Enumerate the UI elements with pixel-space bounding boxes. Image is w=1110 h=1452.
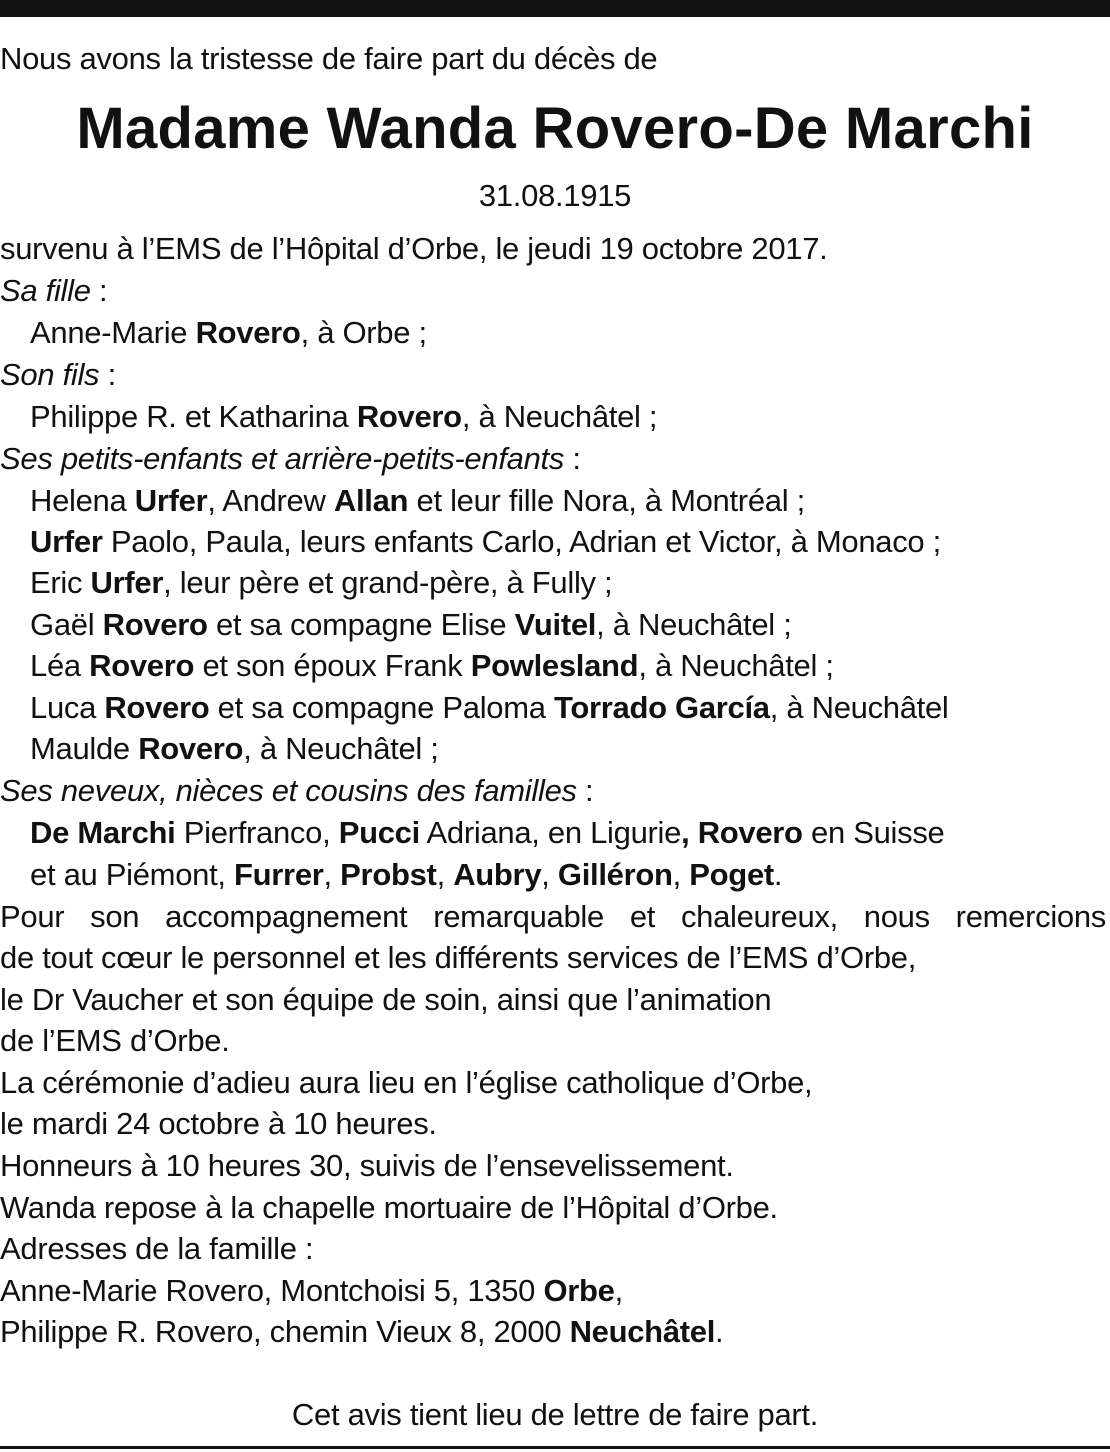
son-colon: : bbox=[99, 357, 116, 392]
surname: Torrado García bbox=[554, 690, 770, 725]
punctuation: . bbox=[715, 1314, 724, 1349]
grandchildren-line-1 bbox=[30, 480, 1110, 522]
grandchildren-line-7 bbox=[30, 728, 1110, 770]
footer-note: Cet avis tient lieu de lettre de faire part. bbox=[291, 1397, 819, 1432]
grandchildren-line-4 bbox=[30, 604, 1110, 646]
thanks-line-1: Pour son accompagnement remarquable et chaleureux, nous remercions bbox=[0, 899, 1106, 934]
daughter-colon: : bbox=[90, 273, 108, 308]
daughter-label bbox=[0, 270, 1110, 312]
bottom-rule bbox=[0, 1446, 1110, 1449]
ceremony-line-3: Honneurs à 10 heures 30, suivis de l’ensevelissement. bbox=[0, 1148, 734, 1183]
son-label bbox=[0, 354, 1110, 396]
son-label-text: Son fils bbox=[0, 357, 100, 392]
surname: Rovero bbox=[356, 399, 462, 434]
surname: Rovero bbox=[102, 607, 208, 642]
death-line: survenu à l’EMS de l’Hôpital d’Orbe, le jeudi 19 octobre 2017. bbox=[0, 231, 828, 266]
grandchildren-line-5 bbox=[30, 645, 1110, 687]
address-text: Anne-Marie Rovero, Montchoisi 5, 1350 bbox=[0, 1273, 544, 1308]
text: en Suisse bbox=[802, 815, 945, 850]
surname: De Marchi bbox=[30, 815, 176, 850]
deceased-name: Madame Wanda Rovero-De Marchi bbox=[76, 96, 1034, 161]
surname: Urfer bbox=[30, 524, 103, 559]
text: et au Piémont, bbox=[30, 857, 235, 892]
text: et leur fille Nora, à Montréal ; bbox=[408, 483, 805, 518]
text: et son époux Frank bbox=[194, 648, 471, 683]
addresses-label: Adresses de la famille : bbox=[0, 1231, 314, 1266]
first-name: Philippe R. et Katharina bbox=[30, 399, 357, 434]
surname: Poget bbox=[689, 857, 774, 892]
birth-date: 31.08.1915 bbox=[478, 178, 632, 213]
text: , à Neuchâtel ; bbox=[243, 731, 439, 766]
relatives-line-2 bbox=[30, 854, 1110, 896]
daughter-entry bbox=[30, 312, 1110, 354]
address-2 bbox=[0, 1311, 1110, 1353]
surname: Urfer bbox=[90, 565, 164, 600]
text: et sa compagne Elise bbox=[207, 607, 515, 642]
text: et sa compagne Paloma bbox=[209, 690, 554, 725]
ceremony-line-2: le mardi 24 octobre à 10 heures. bbox=[0, 1106, 437, 1141]
daughter-label-text: Sa fille bbox=[0, 273, 91, 308]
relatives-line-1 bbox=[30, 812, 1110, 854]
surname: Allan bbox=[333, 483, 409, 518]
text: . bbox=[773, 857, 783, 892]
surname: Vuitel bbox=[514, 607, 597, 642]
text: , bbox=[323, 857, 341, 892]
top-rule bbox=[0, 0, 1110, 17]
location: , à Orbe ; bbox=[300, 315, 427, 350]
text: , leur père et grand-père, à Fully ; bbox=[163, 565, 613, 600]
text: Maulde bbox=[30, 731, 139, 766]
thanks-line-2: de tout cœur le personnel et les différents services de l’EMS d’Orbe, bbox=[0, 940, 917, 975]
grandchildren-label bbox=[0, 438, 1110, 480]
text: Paolo, Paula, leurs enfants Carlo, Adrian et Victor, à Monaco ; bbox=[102, 524, 941, 559]
grandchildren-label-text: Ses petits-enfants et arrière-petits-enfants bbox=[0, 441, 565, 476]
text: Helena bbox=[30, 483, 135, 518]
text: , bbox=[672, 857, 690, 892]
surname: Rovero bbox=[104, 690, 210, 725]
grandchildren-colon: : bbox=[564, 441, 581, 476]
surname: Rovero bbox=[138, 731, 244, 766]
text: Léa bbox=[30, 648, 90, 683]
first-name: Anne-Marie bbox=[30, 315, 196, 350]
text: , bbox=[436, 857, 454, 892]
punctuation: , bbox=[614, 1273, 623, 1308]
grandchildren-line-3 bbox=[30, 562, 1110, 604]
text: , à Neuchâtel ; bbox=[638, 648, 834, 683]
text: , à Neuchâtel bbox=[769, 690, 949, 725]
text: , à Neuchâtel ; bbox=[596, 607, 792, 642]
surname: Rovero bbox=[89, 648, 195, 683]
surname: Probst bbox=[340, 857, 437, 892]
grandchildren-line-6 bbox=[30, 687, 1110, 729]
surname: Gilléron bbox=[557, 857, 673, 892]
relatives-label-text: Ses neveux, nièces et cousins des familles bbox=[0, 773, 577, 808]
surname: Powlesland bbox=[470, 648, 639, 683]
thanks-line-3: le Dr Vaucher et son équipe de soin, ainsi que l’animation bbox=[0, 982, 772, 1017]
text: Luca bbox=[30, 690, 105, 725]
surname: Urfer bbox=[134, 483, 208, 518]
text: , Andrew bbox=[207, 483, 334, 518]
surname: Aubry bbox=[453, 857, 542, 892]
intro-line: Nous avons la tristesse de faire part du décès de bbox=[0, 41, 658, 76]
ceremony-line-1: La cérémonie d’adieu aura lieu en l’église catholique d’Orbe, bbox=[0, 1065, 813, 1100]
address-1 bbox=[0, 1270, 1110, 1312]
grandchildren-line-2 bbox=[30, 521, 1110, 563]
address-city: Neuchâtel bbox=[569, 1314, 716, 1349]
text: Adriana, en Ligurie bbox=[419, 815, 682, 850]
ceremony-line-4: Wanda repose à la chapelle mortuaire de l’Hôpital d’Orbe. bbox=[0, 1190, 778, 1225]
address-text: Philippe R. Rovero, chemin Vieux 8, 2000 bbox=[0, 1314, 570, 1349]
relatives-colon: : bbox=[576, 773, 594, 808]
surname: Furrer bbox=[234, 857, 324, 892]
location: , à Neuchâtel ; bbox=[461, 399, 658, 434]
text: Pierfranco, bbox=[175, 815, 339, 850]
text: Eric bbox=[30, 565, 91, 600]
text: , bbox=[541, 857, 558, 892]
relatives-label bbox=[0, 770, 1110, 812]
address-city: Orbe bbox=[543, 1273, 615, 1308]
text: Gaël bbox=[30, 607, 103, 642]
thanks-line-4: de l’EMS d’Orbe. bbox=[0, 1023, 230, 1058]
surname: Pucci bbox=[338, 815, 420, 850]
surname: Rovero bbox=[195, 315, 301, 350]
son-entry bbox=[30, 396, 1110, 438]
surname: , Rovero bbox=[681, 815, 803, 850]
